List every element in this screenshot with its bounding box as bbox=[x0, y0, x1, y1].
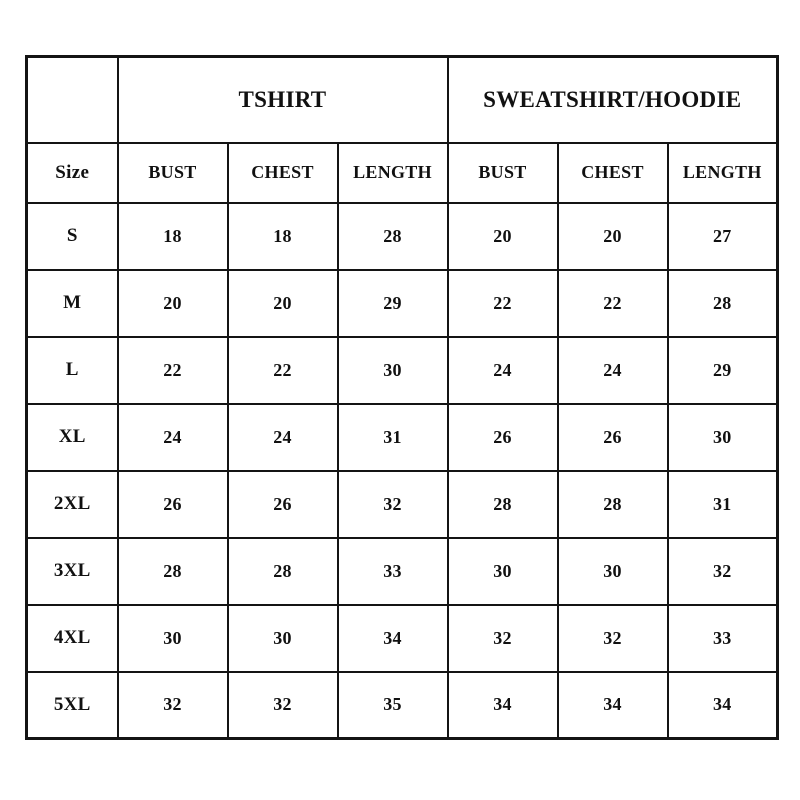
value-cell: 20 bbox=[118, 270, 228, 337]
value-cell: 32 bbox=[118, 672, 228, 739]
value-cell: 33 bbox=[338, 538, 448, 605]
table-row-m bbox=[27, 270, 778, 337]
sub-header-row bbox=[27, 143, 778, 203]
size-label: 5XL bbox=[27, 672, 118, 739]
value-cell: 20 bbox=[558, 203, 668, 270]
size-chart-table bbox=[25, 55, 779, 740]
value-cell: 28 bbox=[338, 203, 448, 270]
value-cell: 20 bbox=[228, 270, 338, 337]
value-cell: 30 bbox=[338, 337, 448, 404]
value-cell: 30 bbox=[118, 605, 228, 672]
value-cell: 30 bbox=[228, 605, 338, 672]
value-cell: 33 bbox=[668, 605, 778, 672]
size-label: XL bbox=[27, 404, 118, 471]
value-cell: 31 bbox=[338, 404, 448, 471]
value-cell: 30 bbox=[448, 538, 558, 605]
value-cell: 22 bbox=[228, 337, 338, 404]
size-label: S bbox=[27, 203, 118, 270]
value-cell: 32 bbox=[228, 672, 338, 739]
hoodie-bust-header: BUST bbox=[448, 143, 558, 203]
value-cell: 29 bbox=[338, 270, 448, 337]
value-cell: 35 bbox=[338, 672, 448, 739]
value-cell: 34 bbox=[558, 672, 668, 739]
group-header-row bbox=[27, 57, 778, 143]
hoodie-chest-header: CHEST bbox=[558, 143, 668, 203]
tshirt-chest-header: CHEST bbox=[228, 143, 338, 203]
corner-cell bbox=[27, 57, 118, 143]
value-cell: 22 bbox=[558, 270, 668, 337]
value-cell: 28 bbox=[668, 270, 778, 337]
value-cell: 30 bbox=[668, 404, 778, 471]
size-label: 4XL bbox=[27, 605, 118, 672]
value-cell: 26 bbox=[228, 471, 338, 538]
tshirt-length-header: LENGTH bbox=[338, 143, 448, 203]
table-row-s bbox=[27, 203, 778, 270]
value-cell: 26 bbox=[558, 404, 668, 471]
value-cell: 20 bbox=[448, 203, 558, 270]
table-row-4xl bbox=[27, 605, 778, 672]
hoodie-length-header: LENGTH bbox=[668, 143, 778, 203]
value-cell: 29 bbox=[668, 337, 778, 404]
value-cell: 27 bbox=[668, 203, 778, 270]
value-cell: 34 bbox=[338, 605, 448, 672]
size-label: L bbox=[27, 337, 118, 404]
table-row-3xl bbox=[27, 538, 778, 605]
value-cell: 32 bbox=[668, 538, 778, 605]
group-header-sweatshirt-hoodie: SWEATSHIRT/HOODIE bbox=[448, 57, 778, 143]
value-cell: 32 bbox=[448, 605, 558, 672]
table-row-l bbox=[27, 337, 778, 404]
size-column-header: Size bbox=[27, 143, 118, 203]
value-cell: 34 bbox=[668, 672, 778, 739]
value-cell: 30 bbox=[558, 538, 668, 605]
value-cell: 24 bbox=[448, 337, 558, 404]
value-cell: 34 bbox=[448, 672, 558, 739]
value-cell: 22 bbox=[118, 337, 228, 404]
value-cell: 28 bbox=[228, 538, 338, 605]
size-label: M bbox=[27, 270, 118, 337]
value-cell: 24 bbox=[228, 404, 338, 471]
value-cell: 28 bbox=[558, 471, 668, 538]
value-cell: 28 bbox=[448, 471, 558, 538]
value-cell: 22 bbox=[448, 270, 558, 337]
size-label: 3XL bbox=[27, 538, 118, 605]
value-cell: 24 bbox=[558, 337, 668, 404]
value-cell: 32 bbox=[558, 605, 668, 672]
value-cell: 28 bbox=[118, 538, 228, 605]
value-cell: 18 bbox=[118, 203, 228, 270]
value-cell: 31 bbox=[668, 471, 778, 538]
table-row-5xl bbox=[27, 672, 778, 739]
table-row-2xl bbox=[27, 471, 778, 538]
group-header-tshirt: TSHIRT bbox=[118, 57, 448, 143]
value-cell: 26 bbox=[448, 404, 558, 471]
value-cell: 18 bbox=[228, 203, 338, 270]
value-cell: 32 bbox=[338, 471, 448, 538]
value-cell: 26 bbox=[118, 471, 228, 538]
tshirt-bust-header: BUST bbox=[118, 143, 228, 203]
value-cell: 24 bbox=[118, 404, 228, 471]
size-label: 2XL bbox=[27, 471, 118, 538]
table-row-xl bbox=[27, 404, 778, 471]
